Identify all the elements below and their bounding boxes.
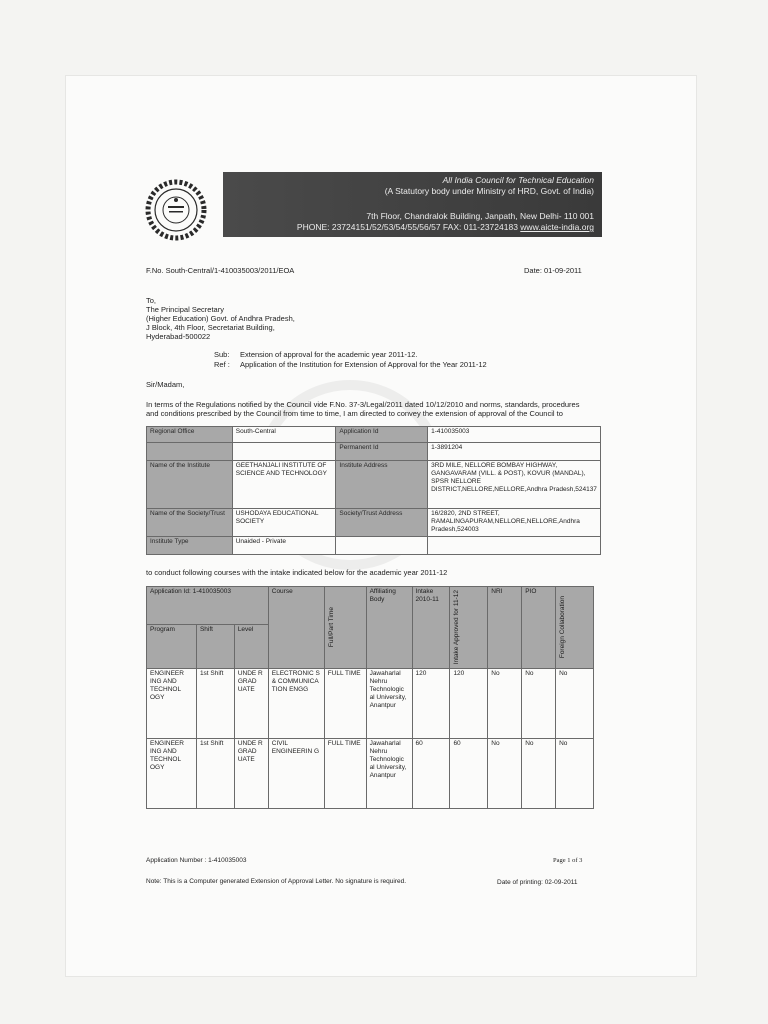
course-header-program: Program — [147, 625, 197, 669]
body-line: and conditions prescribed by the Council from time to time, I am directed to convey the extension of approval of the Council to — [146, 409, 563, 418]
course-intake-approved: 120 — [450, 669, 488, 739]
footer-note: Note: This is a Computer generated Extension of Approval Letter. No signature is required. — [146, 878, 407, 885]
address-line: J Block, 4th Floor, Secretariat Building, — [146, 323, 275, 332]
application-id-value: 1-410035003 — [428, 427, 601, 443]
address-line: The Principal Secretary — [146, 305, 224, 314]
page-number: Page 1 of 3 — [553, 857, 583, 864]
course-name: CIVIL ENGINEERIN G — [268, 739, 324, 809]
address-line: (Higher Education) Govt. of Andhra Pradesh, — [146, 314, 295, 323]
courses-table — [146, 586, 594, 809]
course-full-part: FULL TIME — [324, 739, 366, 809]
course-program: ENGINEER ING AND TECHNOL OGY — [147, 669, 197, 739]
course-nri: No — [488, 669, 522, 739]
course-shift: 1st Shift — [196, 739, 234, 809]
society-address-label: Society/Trust Address — [336, 509, 428, 537]
course-pio: No — [522, 669, 556, 739]
regional-office-label: Regional Office — [147, 427, 233, 443]
course-program: ENGINEER ING AND TECHNOL OGY — [147, 739, 197, 809]
course-name: ELECTRONIC S & COMMUNICA TION ENGG — [268, 669, 324, 739]
society-name-value: USHODAYA EDUCATIONAL SOCIETY — [232, 509, 336, 537]
course-level: UNDE R GRAD UATE — [234, 669, 268, 739]
course-header-intake-approved: Intake Approved for 11-12 — [453, 590, 461, 665]
address-block — [146, 296, 295, 341]
reference-label: Ref : — [214, 360, 230, 369]
course-header-affiliating: Affiliating Body — [366, 587, 412, 669]
council-subtitle: (A Statutory body under Ministry of HRD, Govt. of India) — [384, 186, 594, 196]
course-affiliating: Jawaharlal Nehru Technologic al University, Anantpur — [366, 669, 412, 739]
subject-text: Extension of approval for the academic year 2011-12. — [240, 350, 418, 359]
permanent-id-label: Permanent Id — [336, 443, 428, 461]
footer-application-number: Application Number : 1-410035003 — [146, 857, 247, 864]
council-contact — [223, 222, 594, 233]
course-full-part: FULL TIME — [324, 669, 366, 739]
salutation: Sir/Madam, — [146, 380, 185, 389]
course-intake-approved: 60 — [450, 739, 488, 809]
institute-name-label: Name of the Institute — [147, 461, 233, 509]
course-header-shift: Shift — [196, 625, 234, 669]
course-level: UNDE R GRAD UATE — [234, 739, 268, 809]
institute-type-label: Institute Type — [147, 537, 233, 555]
course-intake: 120 — [412, 669, 450, 739]
subject-label: Sub: — [214, 350, 230, 359]
society-name-label: Name of the Society/Trust — [147, 509, 233, 537]
body-paragraph — [146, 400, 616, 418]
header-banner — [223, 172, 602, 237]
application-id-label: Application Id — [336, 427, 428, 443]
table-row — [147, 669, 594, 739]
course-header-foreign: Foreign Collaboration — [559, 596, 567, 659]
website-link[interactable]: www.aicte-india.org — [520, 222, 594, 232]
file-number: F.No. South-Central/1-410035003/2011/EOA — [146, 266, 295, 275]
body-line: In terms of the Regulations notified by the Council vide F.No. 37-3/Legal/2011 dated 10/12/2010 and norms, standards, procedures — [146, 400, 580, 409]
course-foreign: No — [556, 669, 594, 739]
courses-intro: to conduct following courses with the intake indicated below for the academic year 2011-12 — [146, 568, 448, 577]
address-line: Hyderabad-500022 — [146, 332, 211, 341]
phone-fax: PHONE: 23724151/52/53/54/55/56/57 FAX: 011-23724183 — [296, 222, 518, 232]
council-name: All India Council for Technical Education — [442, 175, 594, 185]
institute-address-value: 3RD MILE, NELLORE BOMBAY HIGHWAY, GANGAVARAM (VILL. & POST), KOVUR (MANDAL), SPSR NELLORE DISTRICT,NELLORE,NELLORE,Andhra Pradesh,524137 — [428, 461, 601, 509]
society-address-value: 16/2820, 2ND STREET, RAMALINGAPURAM,NELLORE,NELLORE,Andhra Pradesh,524003 — [428, 509, 601, 537]
course-header-app-id: Application Id: 1-410035003 — [147, 587, 269, 625]
course-header-full-part: Full/Part Time — [327, 607, 335, 648]
print-date: Date of printing: 02-09-2011 — [497, 879, 578, 886]
course-intake: 60 — [412, 739, 450, 809]
council-address: 7th Floor, Chandralok Building, Janpath, New Delhi- 110 001 — [366, 211, 594, 221]
regional-office-value: South-Central — [232, 427, 336, 443]
permanent-id-value: 1-3891204 — [428, 443, 601, 461]
course-header-intake: Intake 2010-11 — [412, 587, 450, 669]
course-nri: No — [488, 739, 522, 809]
letter-date: Date: 01-09-2011 — [524, 266, 582, 275]
institute-type-value: Unaided - Private — [232, 537, 336, 555]
course-header-pio: PIO — [522, 587, 556, 669]
course-header-level: Level — [234, 625, 268, 669]
reference-text: Application of the Institution for Extension of Approval for the Year 2011-12 — [240, 360, 487, 369]
address-to: To, — [146, 296, 157, 305]
aicte-logo-icon — [138, 176, 214, 242]
course-foreign: No — [556, 739, 594, 809]
course-affiliating: Jawaharlal Nehru Technologic al University, Anantpur — [366, 739, 412, 809]
course-header-nri: NRI — [488, 587, 522, 669]
table-row — [147, 739, 594, 809]
institute-table — [146, 426, 601, 555]
course-shift: 1st Shift — [196, 669, 234, 739]
institute-name-value: GEETHANJALI INSTITUTE OF SCIENCE AND TECHNOLOGY — [232, 461, 336, 509]
course-pio: No — [522, 739, 556, 809]
institute-address-label: Institute Address — [336, 461, 428, 509]
course-header-course: Course — [268, 587, 324, 669]
